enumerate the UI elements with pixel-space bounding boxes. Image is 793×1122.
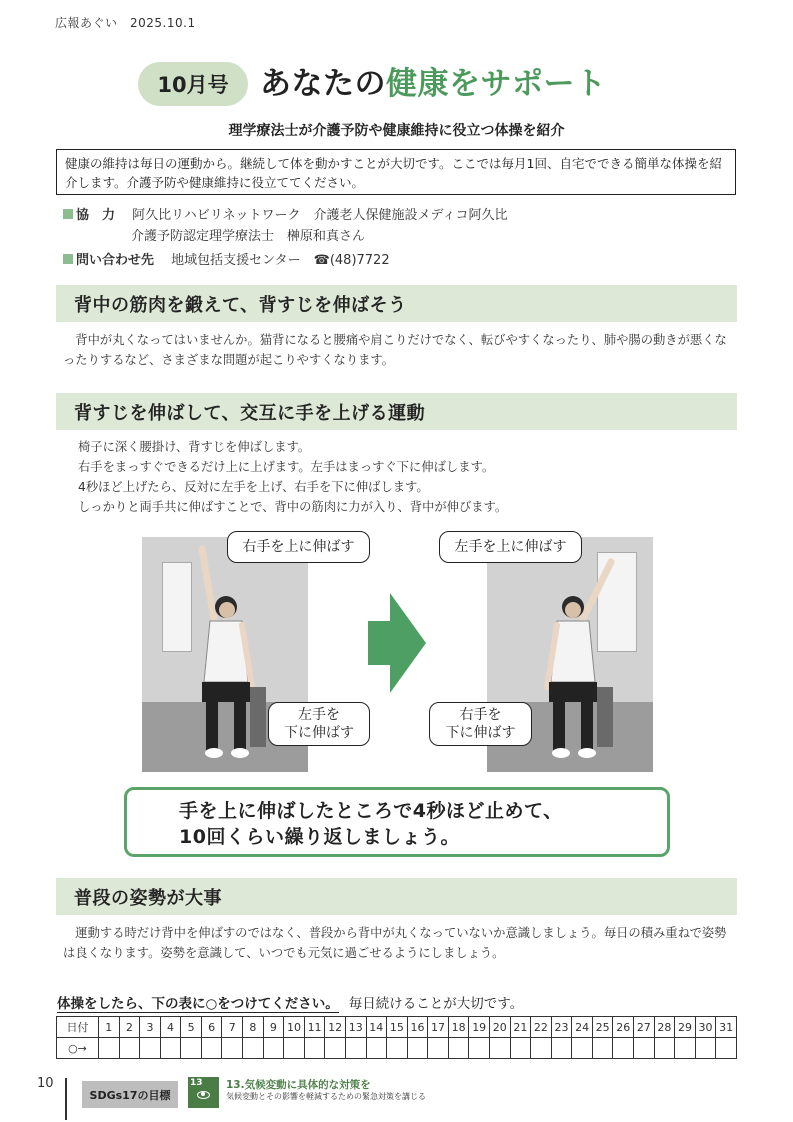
section-heading-2-text: 背すじを伸ばして、交互に手を上げる運動	[74, 403, 426, 424]
calendar-day-cell: 17	[428, 1017, 449, 1038]
section-heading-1-text: 背中の筋肉を鍛えて、背すじを伸ばそう	[74, 295, 407, 316]
speech-bubble: 右手を上に伸ばす	[227, 531, 370, 563]
tip-line-1: 手を上に伸ばしたところで4秒ほど止めて、	[179, 800, 563, 822]
calendar-check-cell[interactable]	[489, 1038, 510, 1059]
exercise-calendar	[56, 1016, 737, 1059]
calendar-day-cell: 16	[407, 1017, 428, 1038]
calendar-check-cell[interactable]	[160, 1038, 181, 1059]
section-heading-3-text: 普段の姿勢が大事	[74, 888, 222, 909]
speech-bubble: 左手を上に伸ばす	[439, 531, 582, 563]
cooperation-line1: 阿久比リハビリネットワーク 介護老人保健施設メディコ阿久比	[132, 208, 508, 223]
page-title	[260, 58, 607, 103]
calendar-check-cell[interactable]	[201, 1038, 222, 1059]
calendar-day-cell: 28	[654, 1017, 675, 1038]
calendar-day-cell: 23	[551, 1017, 572, 1038]
calendar-day-cell: 31	[716, 1017, 737, 1038]
issue-badge: 10月号	[138, 62, 248, 106]
calendar-check-cell[interactable]	[551, 1038, 572, 1059]
calendar-day-cell: 19	[469, 1017, 490, 1038]
step-line: しっかりと両手共に伸ばすことで、背中の筋肉に力が入り、背中が伸びます。	[78, 500, 508, 514]
subtitle: 理学療法士が介護予防や健康維持に役立つ体操を紹介	[228, 123, 565, 139]
cooperation-row-2	[131, 225, 365, 244]
calendar-check-cell[interactable]	[99, 1038, 120, 1059]
page-number: 10	[37, 1076, 54, 1091]
calendar-check-cell[interactable]	[675, 1038, 696, 1059]
calendar-day-cell: 1	[99, 1017, 120, 1038]
calendar-check-cell[interactable]	[304, 1038, 325, 1059]
bullet-square-icon	[63, 209, 73, 219]
calendar-check-cell[interactable]	[345, 1038, 366, 1059]
date-label: 日付	[57, 1017, 99, 1038]
footer-divider	[65, 1078, 67, 1120]
mark-label: ○→	[57, 1038, 99, 1059]
calendar-check-cell[interactable]	[510, 1038, 531, 1059]
calendar-check-cell[interactable]	[119, 1038, 140, 1059]
calendar-day-cell: 9	[263, 1017, 284, 1038]
climate-eye-icon	[197, 1091, 210, 1099]
calendar-day-cell: 14	[366, 1017, 387, 1038]
calendar-day-cell: 13	[345, 1017, 366, 1038]
calendar-day-row	[57, 1017, 737, 1038]
sdgs-goal-desc: 気候変動とその影響を軽減するための緊急対策を講じる	[226, 1092, 426, 1101]
calendar-day-cell: 30	[695, 1017, 716, 1038]
calendar-day-cell: 7	[222, 1017, 243, 1038]
bubble-line: 左手を	[298, 707, 340, 723]
calendar-day-cell: 3	[140, 1017, 161, 1038]
section-2-steps	[78, 437, 507, 517]
bubble-line: 下に伸ばす	[445, 725, 516, 741]
calendar-check-cell[interactable]	[592, 1038, 613, 1059]
cooperation-line2: 介護予防認定理学療法士 榊原和真さん	[131, 229, 366, 244]
bubble-line: 下に伸ばす	[284, 725, 354, 741]
checklist-note: 毎日続けることが大切です。	[348, 996, 524, 1012]
calendar-check-cell[interactable]	[222, 1038, 243, 1059]
title-block	[138, 56, 698, 108]
calendar-day-cell: 5	[181, 1017, 202, 1038]
calendar-day-cell: 25	[592, 1017, 613, 1038]
calendar-day-cell: 22	[531, 1017, 552, 1038]
calendar-mark-row	[57, 1038, 737, 1059]
cooperation-row	[63, 204, 507, 223]
calendar-check-cell[interactable]	[243, 1038, 264, 1059]
checklist-heading	[57, 992, 523, 1012]
calendar-check-cell[interactable]	[448, 1038, 469, 1059]
calendar-day-cell: 4	[160, 1017, 181, 1038]
calendar-check-cell[interactable]	[140, 1038, 161, 1059]
section-3-body: 運動する時だけ背中を伸ばすのではなく、普段から背中が丸くなっていないか意識しましょう。毎日の積み重ねで姿勢は良くなります。姿勢を意識して、いつでも元気に過ごせるようにしましょう。	[63, 926, 727, 960]
speech-bubble	[268, 702, 370, 746]
contact-value: 地域包括支援センター ☎(48)7722	[171, 253, 390, 268]
calendar-day-cell: 26	[613, 1017, 634, 1038]
contact-label: 問い合わせ先	[76, 253, 155, 268]
calendar-day-cell: 20	[489, 1017, 510, 1038]
title-prefix: あなたの	[260, 66, 386, 102]
sdgs-goal-number: 13	[190, 1078, 203, 1088]
calendar-day-cell: 10	[284, 1017, 305, 1038]
calendar-check-cell[interactable]	[469, 1038, 490, 1059]
calendar-check-cell[interactable]	[284, 1038, 305, 1059]
calendar-check-cell[interactable]	[654, 1038, 675, 1059]
calendar-check-cell[interactable]	[387, 1038, 408, 1059]
step-line: 右手をまっすぐできるだけ上に上げます。左手はまっすぐ下に伸ばします。	[78, 460, 495, 474]
contact-row	[63, 249, 390, 268]
calendar-check-cell[interactable]	[263, 1038, 284, 1059]
title-accent: 健康をサポート	[386, 66, 607, 102]
section-1-body: 背中が丸くなってはいませんか。猫背になると腰痛や肩こりだけでなく、転びやすくなったり、肺や腸の動きが悪くなったりするなど、さまざまな問題が起こりやすくなります。	[63, 333, 727, 367]
bullet-square-icon	[63, 254, 73, 264]
section-heading-1	[56, 285, 737, 322]
tip-line-2: 10回くらい繰り返しましょう。	[179, 826, 460, 848]
calendar-check-cell[interactable]	[695, 1038, 716, 1059]
calendar-day-cell: 27	[634, 1017, 655, 1038]
section-heading-3	[56, 878, 737, 915]
intro-box: 健康の維持は毎日の運動から。継続して体を動かすことが大切です。ここでは毎月1回、自宅でできる簡単な体操を紹介します。介護予防や健康維持に役立ててください。	[56, 149, 736, 195]
step-line: 4秒ほど上げたら、反対に左手を上げ、右手を下に伸ばします。	[78, 480, 429, 494]
calendar-check-cell[interactable]	[325, 1038, 346, 1059]
calendar-day-cell: 6	[201, 1017, 222, 1038]
calendar-day-cell: 11	[304, 1017, 325, 1038]
calendar-check-cell[interactable]	[366, 1038, 387, 1059]
arrow-right-icon	[368, 593, 426, 693]
calendar-check-cell[interactable]	[572, 1038, 593, 1059]
sdgs-climate-icon	[188, 1077, 219, 1108]
calendar-check-cell[interactable]	[428, 1038, 449, 1059]
cooperation-label: 協 力	[76, 208, 116, 223]
step-line: 椅子に深く腰掛け、背すじを伸ばします。	[78, 440, 311, 454]
calendar-day-cell: 15	[387, 1017, 408, 1038]
calendar-day-cell: 8	[243, 1017, 264, 1038]
calendar-check-cell[interactable]	[531, 1038, 552, 1059]
calendar-check-cell[interactable]	[613, 1038, 634, 1059]
checklist-instruction: 体操をしたら、下の表に○をつけてください。	[57, 996, 339, 1012]
sdgs-goal-title: 13.気候変動に具体的な対策を	[226, 1079, 371, 1091]
calendar-check-cell[interactable]	[181, 1038, 202, 1059]
bubble-line: 右手を	[459, 707, 502, 723]
tip-box	[124, 787, 670, 857]
publication-header: 広報あぐい 2025.10.1	[55, 16, 196, 30]
calendar-check-cell[interactable]	[716, 1038, 737, 1059]
section-heading-2	[56, 393, 737, 430]
sdgs-tag: SDGs17の目標	[82, 1081, 178, 1108]
calendar-day-cell: 24	[572, 1017, 593, 1038]
calendar-day-cell: 2	[119, 1017, 140, 1038]
calendar-check-cell[interactable]	[634, 1038, 655, 1059]
calendar-check-cell[interactable]	[407, 1038, 428, 1059]
calendar-day-cell: 12	[325, 1017, 346, 1038]
calendar-day-cell: 29	[675, 1017, 696, 1038]
calendar-day-cell: 18	[448, 1017, 469, 1038]
speech-bubble	[429, 702, 532, 746]
calendar-day-cell: 21	[510, 1017, 531, 1038]
